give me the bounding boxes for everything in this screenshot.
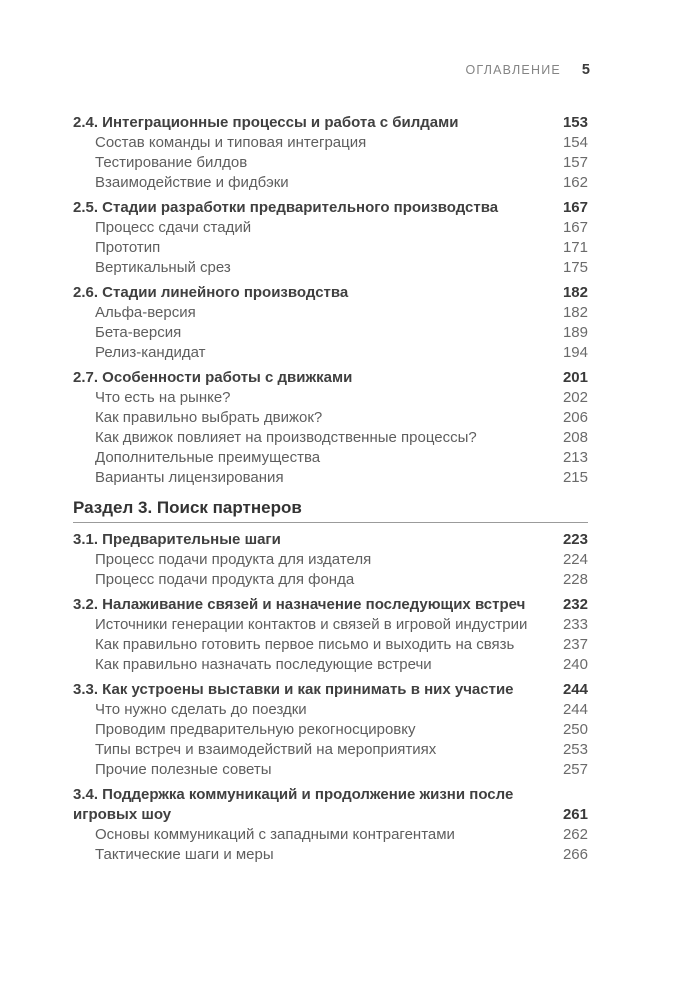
toc-subentry-title: Бета-версия <box>95 324 182 341</box>
toc-subentry-page-number: 228 <box>562 571 588 588</box>
table-of-contents <box>73 113 588 865</box>
toc-subentry <box>73 720 588 740</box>
toc-subentry-title: Варианты лицензирования <box>95 469 284 486</box>
toc-entry <box>73 198 588 218</box>
toc-entry-title <box>73 530 563 550</box>
toc-subentry-page-number: 250 <box>562 721 588 738</box>
toc-entry-page-number: 261 <box>562 806 588 823</box>
toc-subentry-title: Вертикальный срез <box>95 259 231 276</box>
toc-subentry-page-number: 206 <box>562 409 588 426</box>
toc-group <box>73 595 588 675</box>
toc-subentry-title: Как правильно назначать последующие встречи <box>95 656 432 673</box>
toc-subentry-page-number: 202 <box>562 389 588 406</box>
toc-entry-title-line: 2.4. Интеграционные процессы и работа с билдами <box>73 114 459 131</box>
toc-subentry <box>73 655 588 675</box>
toc-subentry-page-number: 244 <box>562 701 588 718</box>
toc-subentry <box>73 323 588 343</box>
toc-group <box>73 198 588 278</box>
toc-subentry-page-number: 167 <box>562 219 588 236</box>
running-header <box>466 62 591 78</box>
toc-entry-title <box>73 680 563 700</box>
toc-subentry <box>73 218 588 238</box>
toc-subentry-title: Процесс подачи продукта для издателя <box>95 551 372 568</box>
running-header-page-number: 5 <box>581 62 590 78</box>
toc-entry <box>73 680 588 700</box>
toc-entry <box>73 113 588 133</box>
toc-subentry-page-number: 194 <box>562 344 588 361</box>
toc-entry-page-number: 223 <box>562 531 588 548</box>
toc-subentry-title: Что есть на рынке? <box>95 389 231 406</box>
toc-subentry <box>73 570 588 590</box>
toc-subentry-title: Источники генерации контактов и связей в игровой индустрии <box>95 616 528 633</box>
toc-subentry <box>73 408 588 428</box>
toc-subentry-title: Релиз-кандидат <box>95 344 206 361</box>
toc-subentry <box>73 173 588 193</box>
toc-group <box>73 785 588 865</box>
toc-subentry <box>73 238 588 258</box>
toc-subentry-page-number: 253 <box>562 741 588 758</box>
toc-entry <box>73 283 588 303</box>
toc-entry <box>73 368 588 388</box>
toc-entry <box>73 785 588 825</box>
toc-subentry-title: Тактические шаги и меры <box>95 846 274 863</box>
toc-entry-title-line: 2.6. Стадии линейного производства <box>73 284 349 301</box>
running-header-title: ОГЛАВЛЕНИЕ <box>465 63 561 77</box>
toc-subentry-title: Альфа-версия <box>95 304 196 321</box>
toc-subentry <box>73 343 588 363</box>
toc-subentry-title: Прочие полезные советы <box>95 761 272 778</box>
toc-subentry-title: Состав команды и типовая интеграция <box>95 134 367 151</box>
toc-entry-title-line: 3.1. Предварительные шаги <box>73 531 281 548</box>
toc-subentry-title: Как правильно выбрать движок? <box>95 409 323 426</box>
toc-subentry <box>73 468 588 488</box>
toc-subentry <box>73 303 588 323</box>
toc-subentry-page-number: 233 <box>562 616 588 633</box>
toc-subentry <box>73 153 588 173</box>
toc-entry-page-number: 232 <box>562 596 588 613</box>
toc-subentry-page-number: 213 <box>562 449 588 466</box>
toc-subentry <box>73 635 588 655</box>
toc-entry-page-number: 153 <box>562 114 588 131</box>
toc-subentry-page-number: 257 <box>562 761 588 778</box>
toc-subentry <box>73 258 588 278</box>
toc-group <box>73 530 588 590</box>
part-header: Раздел 3. Поиск партнеров <box>73 498 588 523</box>
toc-entry-title-line: 2.5. Стадии разработки предварительного производства <box>73 199 499 216</box>
toc-subentry-page-number: 224 <box>562 551 588 568</box>
toc-subentry <box>73 428 588 448</box>
toc-subentry-title: Процесс подачи продукта для фонда <box>95 571 355 588</box>
toc-subentry-page-number: 215 <box>562 469 588 486</box>
toc-subentry-title: Проводим предварительную рекогносцировку <box>95 721 416 738</box>
toc-subentry <box>73 550 588 570</box>
toc-entry-title <box>73 113 563 133</box>
toc-subentry-title: Тестирование билдов <box>95 154 248 171</box>
toc-subentry-page-number: 154 <box>562 134 588 151</box>
toc-subentry <box>73 760 588 780</box>
toc-subentry-page-number: 266 <box>562 846 588 863</box>
toc-subentry-title: Как правильно готовить первое письмо и выходить на связь <box>95 636 515 653</box>
toc-entry-page-number: 182 <box>562 284 588 301</box>
toc-subentry-page-number: 189 <box>562 324 588 341</box>
toc-subentry-title: Прототип <box>95 239 161 256</box>
toc-entry-page-number: 201 <box>562 369 588 386</box>
toc-subentry <box>73 133 588 153</box>
toc-subentry <box>73 615 588 635</box>
toc-entry-title-line: 3.4. Поддержка коммуникаций и продолжение жизни после <box>73 786 514 803</box>
toc-subentry-page-number: 182 <box>562 304 588 321</box>
toc-subentry-page-number: 162 <box>562 174 588 191</box>
toc-entry-page-number: 244 <box>562 681 588 698</box>
toc-subentry <box>73 700 588 720</box>
toc-subentry-title: Как движок повлияет на производственные процессы? <box>95 429 477 446</box>
toc-subentry <box>73 448 588 468</box>
toc-entry-title-line: 3.3. Как устроены выставки и как принимать в них участие <box>73 681 514 698</box>
toc-entry-title <box>73 283 563 303</box>
toc-entry-title <box>73 368 563 388</box>
toc-subentry <box>73 845 588 865</box>
toc-subentry-page-number: 157 <box>562 154 588 171</box>
toc-entry-title-line: 3.2. Налаживание связей и назначение последующих встреч <box>73 596 526 613</box>
toc-entry <box>73 530 588 550</box>
toc-subentry-title: Взаимодействие и фидбэки <box>95 174 289 191</box>
toc-entry-title-line: 2.7. Особенности работы с движками <box>73 369 353 386</box>
toc-subentry <box>73 825 588 845</box>
toc-group <box>73 283 588 363</box>
toc-group <box>73 113 588 193</box>
toc-subentry <box>73 740 588 760</box>
toc-subentry-page-number: 208 <box>562 429 588 446</box>
toc-subentry-page-number: 171 <box>562 239 588 256</box>
toc-subentry-page-number: 175 <box>562 259 588 276</box>
toc-subentry-title: Процесс сдачи стадий <box>95 219 252 236</box>
toc-subentry-title: Дополнительные преимущества <box>95 449 321 466</box>
toc-subentry-page-number: 240 <box>562 656 588 673</box>
toc-entry-title <box>73 595 563 615</box>
toc-subentry <box>73 388 588 408</box>
toc-subentry-page-number: 237 <box>562 636 588 653</box>
toc-entry-title-line: игровых шоу <box>73 806 172 823</box>
toc-subentry-title: Типы встреч и взаимодействий на мероприятиях <box>95 741 437 758</box>
toc-entry-title <box>73 198 563 218</box>
toc-entry <box>73 595 588 615</box>
toc-subentry-title: Основы коммуникаций с западными контрагентами <box>95 826 455 843</box>
toc-entry-title <box>73 785 563 825</box>
toc-subentry-title: Что нужно сделать до поездки <box>95 701 307 718</box>
toc-subentry-page-number: 262 <box>562 826 588 843</box>
toc-group <box>73 680 588 780</box>
toc-group <box>73 368 588 488</box>
toc-entry-page-number: 167 <box>562 199 588 216</box>
